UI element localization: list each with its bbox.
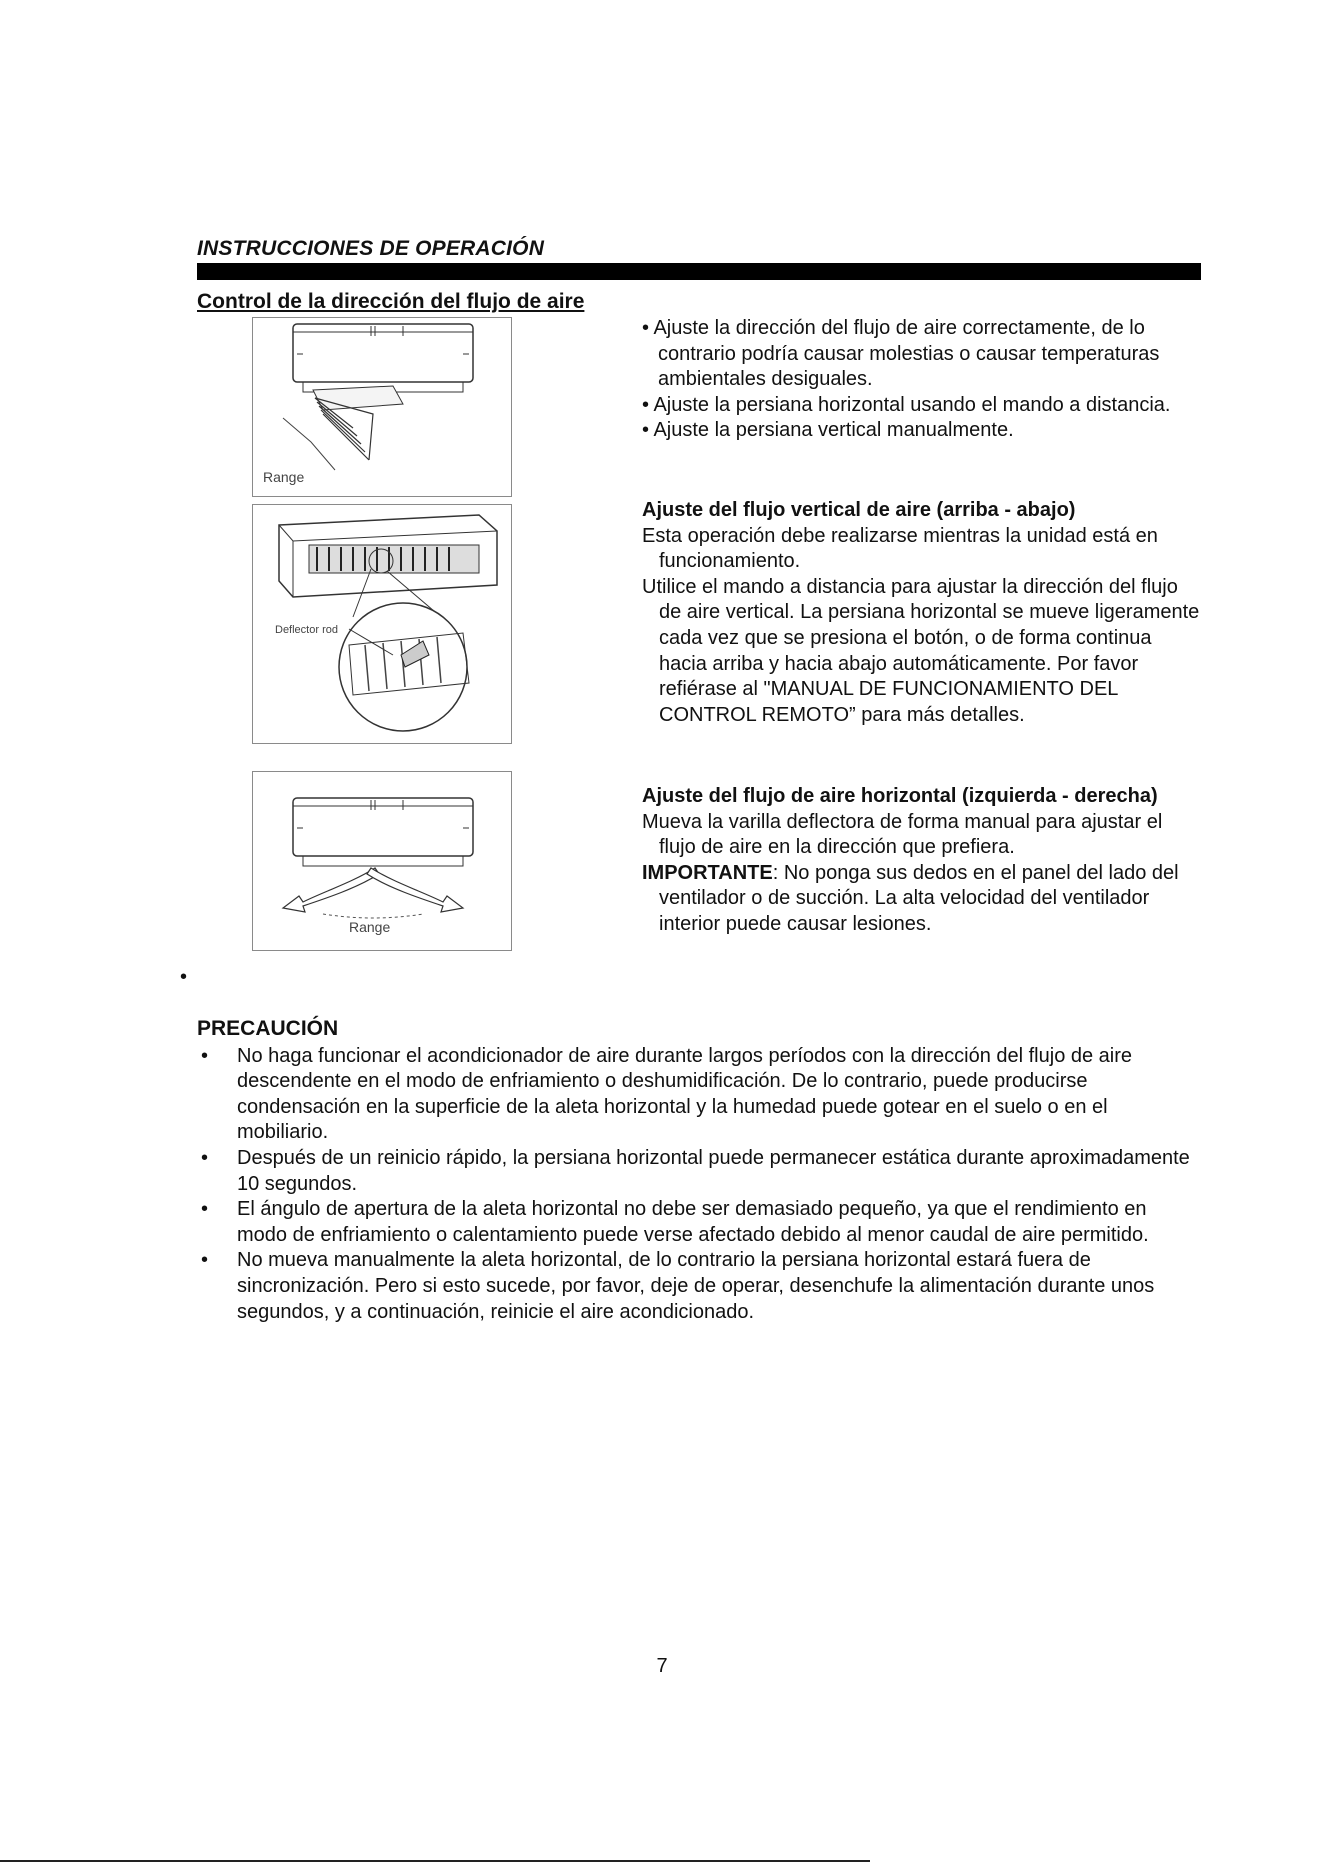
bullet-dot: • <box>201 1146 209 1169</box>
horizontal-flow-paragraph-1: Mueva la varilla deflectora de forma manual para ajustar el flujo de aire en la dirección que prefiera. <box>642 810 1163 859</box>
indoor-unit-horizontal-range-diagram <box>253 772 511 950</box>
airflow-tips-list <box>642 316 1202 444</box>
caution-item-text: No haga funcionar el acondicionador de aire durante largos períodos con la dirección del flujo de aire descendente en el modo de enfriamiento o deshumidificación. De lo contrario, puede producirse condensación en la superficie de la aleta horizontal y la humedad puede gotear en el suelo o en el mobiliario. <box>237 1044 1133 1144</box>
horizontal-flow-section <box>642 784 1202 938</box>
bottom-scan-line <box>0 1860 870 1862</box>
caution-item-text: Después de un reinicio rápido, la persiana horizontal puede permanecer estática durante aproximadamente 10 segundos. <box>237 1146 1190 1195</box>
list-item: • Ajuste la persiana horizontal usando el mando a distancia. <box>642 393 1171 416</box>
bullet-dot: • <box>201 1044 209 1067</box>
important-text: : No ponga sus dedos en el panel del lado del ventilador o de succión. La alta velocidad del ventilador interior puede causar lesiones. <box>659 861 1179 935</box>
section-title: Control de la dirección del flujo de aire <box>197 290 585 313</box>
important-note <box>642 861 1202 938</box>
caution-item <box>197 1044 1197 1146</box>
caution-item <box>197 1146 1197 1197</box>
figure-horizontal-range <box>252 771 512 951</box>
list-item: • Ajuste la dirección del flujo de aire correctamente, de lo contrario podría causar molestias o causar temperaturas ambientales desiguales. <box>642 317 1160 391</box>
caution-section <box>197 1016 1197 1325</box>
figure-deflector-rod <box>252 504 512 744</box>
caution-item-text: No mueva manualmente la aleta horizontal, de lo contrario la persiana horizontal estará fuera de sincronización. Pero si esto sucede, por favor, deje de operar, desenchufe la alimentación durante unos segundos, y a continuación, reinicie el aire acondicionado. <box>237 1249 1155 1323</box>
caution-item <box>197 1197 1197 1248</box>
figure-vertical-range <box>252 317 512 497</box>
range-label: Range <box>349 919 391 935</box>
important-label: IMPORTANTE <box>642 861 773 884</box>
bullet-dot: • <box>201 1249 209 1272</box>
caution-title: PRECAUCIÓN <box>197 1017 339 1040</box>
deflector-rod-diagram <box>253 505 511 743</box>
page-number: 7 <box>656 1655 668 1677</box>
indoor-unit-vertical-range-diagram <box>253 318 511 496</box>
caution-item-text: El ángulo de apertura de la aleta horizontal no debe ser demasiado pequeño, ya que el rendimiento en modo de enfriamiento o calentamiento puede verse afectado debido al menor caudal de aire permitido. <box>237 1198 1149 1246</box>
vertical-flow-section <box>642 498 1202 728</box>
range-label: Range <box>263 469 305 485</box>
caution-item <box>197 1248 1197 1325</box>
page-header-title: INSTRUCCIONES DE OPERACIÓN <box>197 237 545 260</box>
horizontal-flow-title: Ajuste del flujo de aire horizontal (izquierda - derecha) <box>642 785 1158 807</box>
deflector-rod-label: Deflector rod <box>275 624 338 636</box>
bullet-dot: • <box>201 1198 209 1221</box>
header-divider-bar <box>197 263 1201 280</box>
vertical-flow-title: Ajuste del flujo vertical de aire (arriba - abajo) <box>642 499 1076 521</box>
list-item: • Ajuste la persiana vertical manualmente. <box>642 419 1014 442</box>
stray-bullet: • <box>180 966 188 988</box>
vertical-flow-paragraph-2: Utilice el mando a distancia para ajustar la dirección del flujo de aire vertical. La persiana horizontal se mueve ligeramente cada vez que se presiona el botón, o de forma continua hacia arriba y hacia abajo automáticamente. Por favor refiérase al "MANUAL DE FUNCIONAMIENTO DEL CONTROL REMOTO” para más detalles. <box>642 575 1200 726</box>
vertical-flow-paragraph-1: Esta operación debe realizarse mientras la unidad está en funcionamiento. <box>642 524 1158 573</box>
